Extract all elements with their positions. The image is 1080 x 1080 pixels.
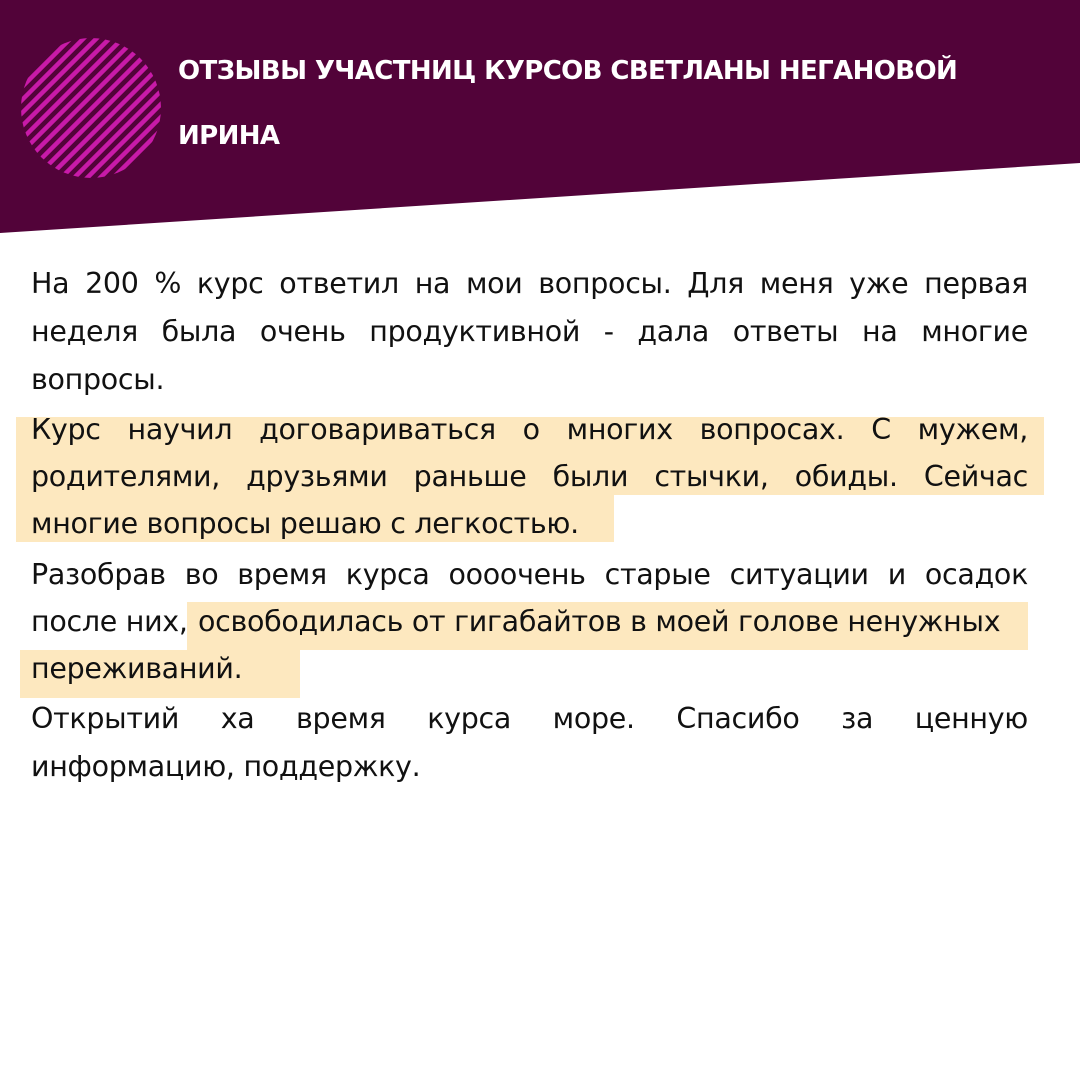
- review-line: информацию, поддержку.: [31, 750, 421, 783]
- review-line-mixed: [31, 598, 1001, 646]
- review-line-highlighted: Курс научил договариваться о многих вопросах. С мужем,: [31, 413, 1028, 446]
- reviewer-name: ИРИНА: [178, 121, 280, 151]
- review-line: Открытий ха время курса море. Спасибо за ценную: [31, 702, 1028, 735]
- review-line-highlighted: многие вопросы решаю с легкостью.: [31, 507, 579, 540]
- review-text-plain: после них,: [31, 605, 188, 638]
- review-line: неделя была очень продуктивной - дала ответы на многие: [31, 315, 1028, 348]
- page-title: ОТЗЫВЫ УЧАСТНИЦ КУРСОВ СВЕТЛАНЫ НЕГАНОВОЙ: [178, 56, 958, 86]
- review-line-highlighted: переживаний.: [31, 652, 243, 685]
- review-line-highlighted: родителями, друзьями раньше были стычки, обиды. Сейчас: [31, 460, 1028, 493]
- review-line: Разобрав во время курса оооочень старые ситуации и осадок: [31, 558, 1028, 591]
- review-text-highlighted: освободилась от гигабайтов в моей голове ненужных: [198, 605, 1001, 638]
- review-line: вопросы.: [31, 363, 165, 396]
- review-line: На 200 % курс ответил на мои вопросы. Для меня уже первая: [31, 267, 1028, 300]
